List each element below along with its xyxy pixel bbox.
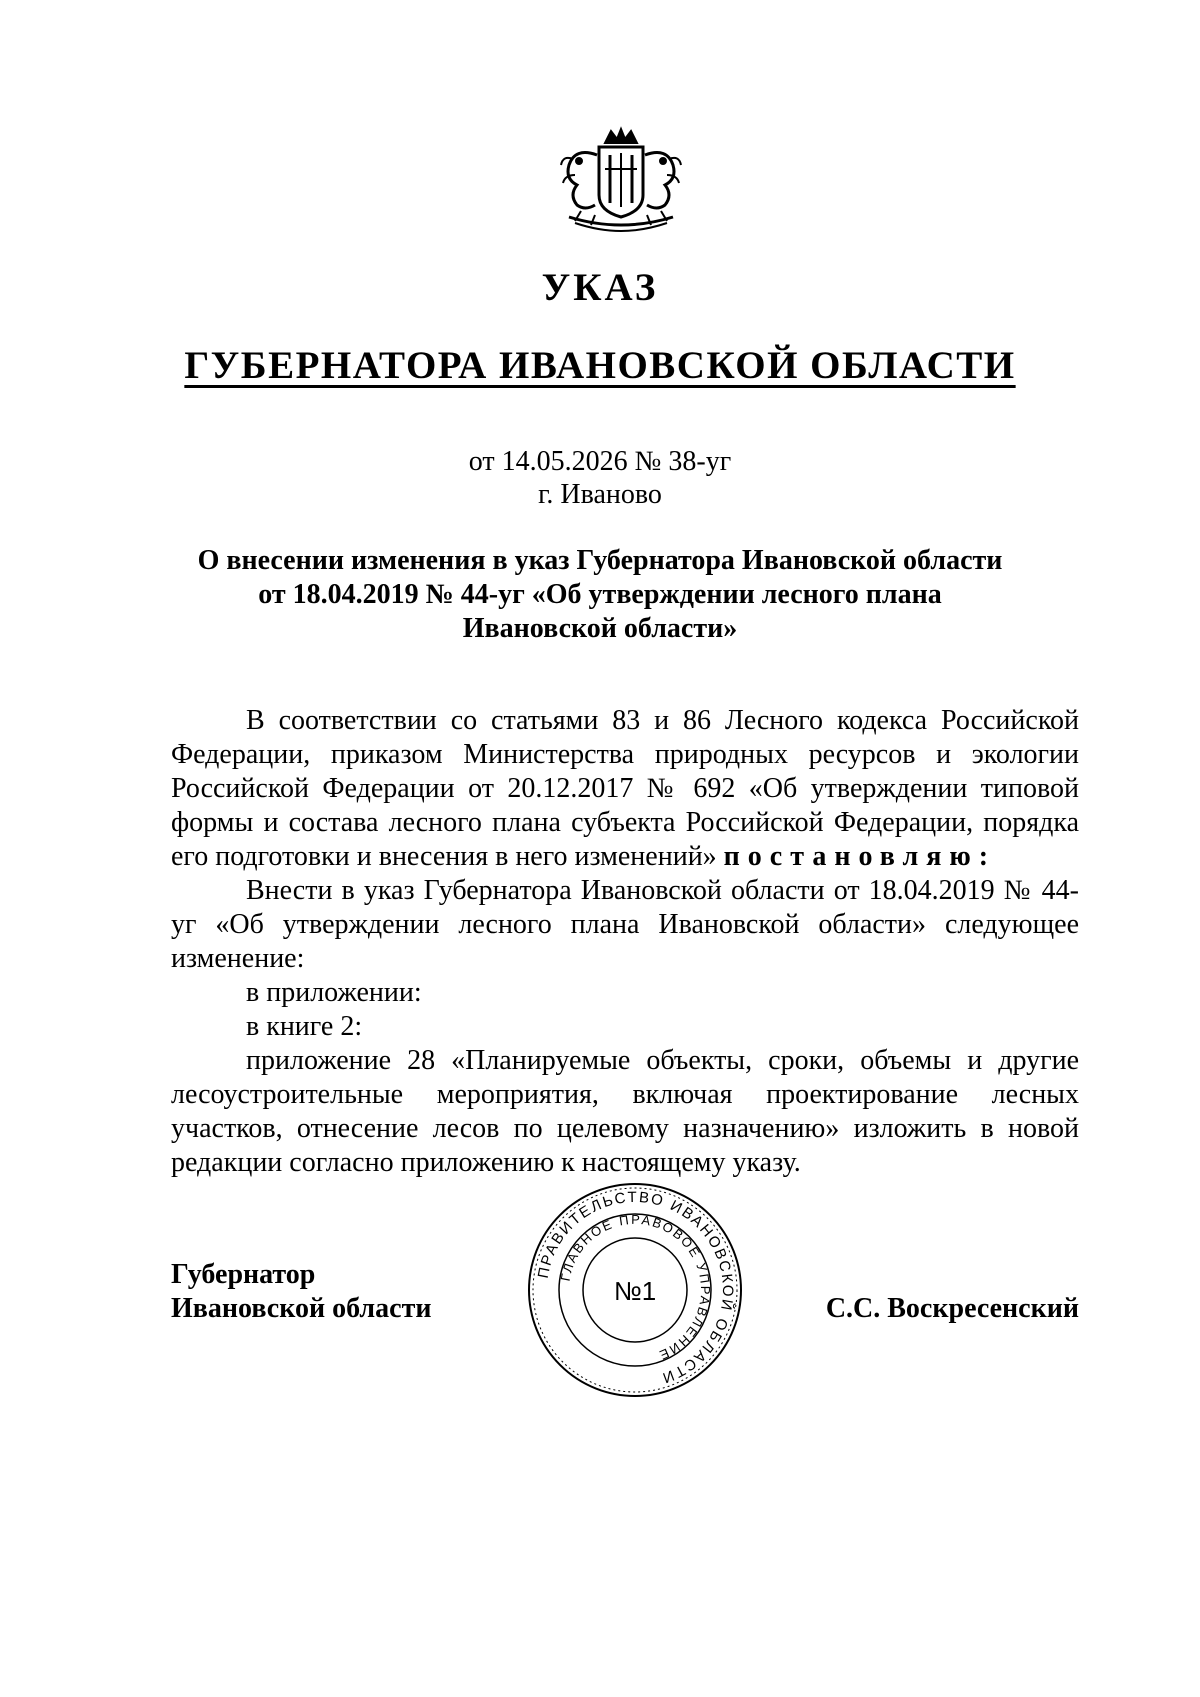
document-type-heading: УКАЗ — [541, 266, 659, 309]
decree-word: постановляю — [723, 841, 979, 872]
preamble-text: В соответствии со статьями 83 и 86 Лесного кодекса Российской Федерации, приказом Министерства природных ресурсов и экологии Российской Федерации от 20.12.2017 № 692 «Об утверждении типовой формы и состава лесного плана субъекта Российской Федерации, порядка его подготовки и внесения в него изменений» — [171, 705, 1079, 872]
place-of-issue: г. Иваново — [538, 479, 662, 510]
date-and-number: от 14.05.2026 № 38-уг — [468, 446, 732, 477]
document-body — [171, 704, 1079, 1180]
issuing-authority-text: ГУБЕРНАТОРА ИВАНОВСКОЙ ОБЛАСТИ — [184, 344, 1016, 387]
body-paragraph-amendment: Внести в указ Губернатора Ивановской области от 18.04.2019 № 44-уг «Об утверждении лесного плана Ивановской области» следующее изменение: — [171, 875, 1079, 974]
subject-line-3: Ивановской области» — [462, 613, 738, 644]
body-paragraph-annex: в приложении: — [246, 977, 422, 1008]
body-paragraph-appendix: приложение 28 «Планируемые объекты, сроки, объемы и другие лесоустроительные мероприятия, включая проектирование лесных участков, отнесение лесов по целевому назначению» изложить в новой редакции согласно приложению к настоящему указу. — [171, 1045, 1079, 1178]
signatory-position-line-2: Ивановской области — [171, 1293, 432, 1324]
coat-of-arms-icon — [555, 125, 687, 233]
body-paragraph-preamble — [171, 704, 1079, 874]
body-paragraph-book: в книге 2: — [246, 1011, 363, 1042]
subject-line-1: О внесении изменения в указ Губернатора Ивановской области — [197, 545, 1003, 576]
official-stamp — [525, 1180, 745, 1400]
document-subject — [170, 544, 1030, 646]
signatory-position-line-1: Губернатор — [171, 1259, 316, 1290]
decree-colon: : — [978, 841, 989, 872]
stamp-ring-text: ПРАВИТЕЛЬСТВО ИВАНОВСКОЙ ОБЛАСТИ — [534, 1188, 737, 1387]
signatory-name: С.С. Воскресенский — [825, 1293, 1079, 1324]
stamp-number: №1 — [613, 1276, 657, 1306]
issuing-authority-heading — [0, 343, 1200, 389]
signatory-position — [171, 1258, 431, 1326]
stamp-inner-text: ГЛАВНОЕ ПРАВОВОЕ УПРАВЛЕНИЕ — [557, 1211, 714, 1364]
subject-line-2: от 18.04.2019 № 44-уг «Об утверждении лесного плана — [258, 579, 942, 610]
